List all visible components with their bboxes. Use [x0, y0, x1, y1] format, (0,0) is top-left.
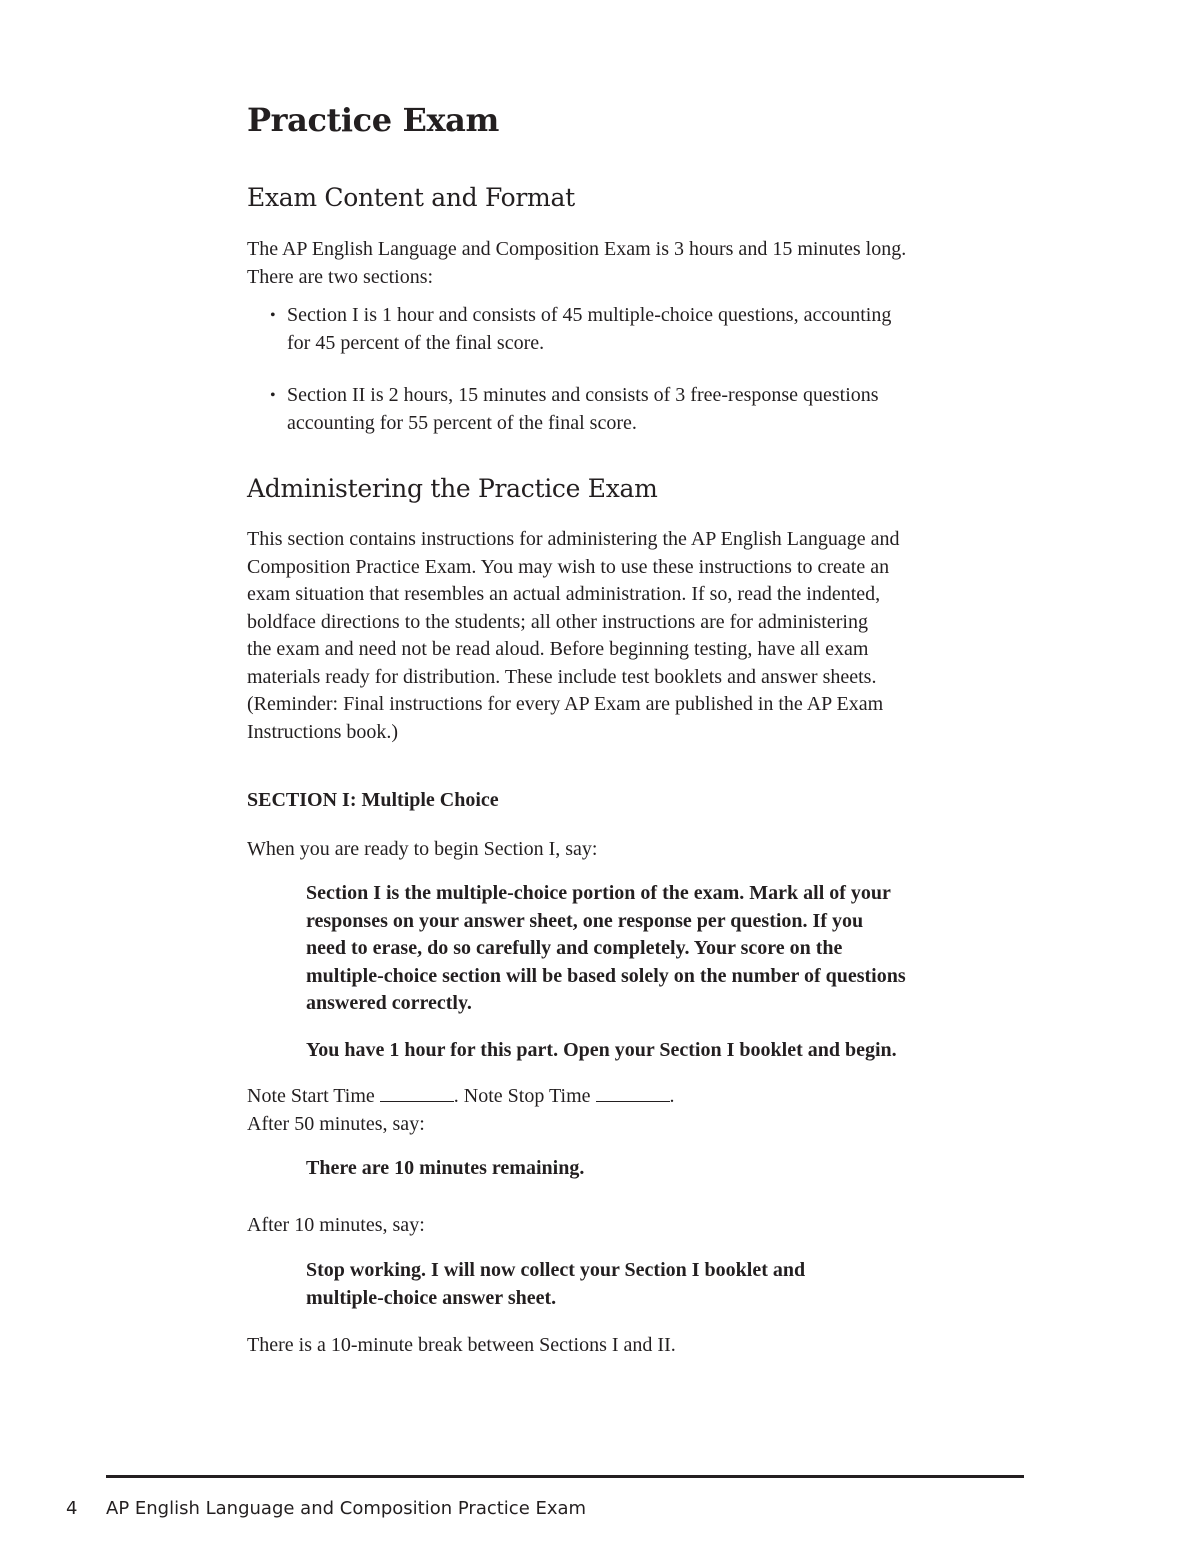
directions-line: need to erase, do so carefully and completely. Your score on the	[306, 937, 843, 959]
stop-time-blank	[596, 1086, 670, 1102]
paragraph-line: Instructions book.)	[247, 720, 399, 743]
paragraph-line: the exam and need not be read aloud. Before beginning testing, have all exam	[247, 638, 869, 660]
bullet-line: for 45 percent of the final score.	[287, 331, 545, 354]
exam-format-intro-line: The AP English Language and Composition Exam is 3 hours and 15 minutes long.	[247, 238, 907, 260]
say-stop-directions	[306, 1257, 805, 1312]
page-footer	[66, 1496, 586, 1522]
directions-line: Section I is the multiple-choice portion of the exam. Mark all of your	[306, 882, 891, 904]
say-begin-directions: You have 1 hour for this part. Open your Section I booklet and begin.	[306, 1039, 897, 1061]
directions-line: responses on your answer sheet, one response per question. If you	[306, 909, 864, 932]
exam-content-format-heading: Exam Content and Format	[247, 183, 575, 212]
section-bullet-list	[270, 382, 967, 437]
after-10-prompt: After 10 minutes, say:	[247, 1214, 425, 1236]
directions-line: Stop working. I will now collect your Section I booklet and	[306, 1259, 806, 1281]
page-title: Practice Exam	[247, 101, 499, 139]
note-start-label: Note Start Time	[247, 1085, 375, 1107]
paragraph-line: Composition Practice Exam. You may wish to use these instructions to create an	[247, 555, 890, 578]
page-number: 4	[66, 1498, 78, 1519]
administering-paragraph	[247, 526, 899, 746]
after-50-prompt: After 50 minutes, say:	[247, 1112, 425, 1135]
paragraph-line: This section contains instructions for administering the AP English Language and	[247, 528, 900, 550]
administering-heading: Administering the Practice Exam	[247, 474, 658, 503]
bullet-icon: •	[270, 307, 276, 324]
section-bullet-list	[270, 302, 967, 357]
footer-rule	[106, 1475, 1024, 1478]
directions-line: answered correctly.	[306, 992, 472, 1014]
break-note: There is a 10-minute break between Sections I and II.	[247, 1334, 676, 1356]
note-stop-label: . Note Stop Time	[453, 1085, 591, 1107]
paragraph-line: (Reminder: Final instructions for every AP Exam are published in the AP Exam	[247, 693, 884, 715]
note-time-block	[247, 1083, 675, 1138]
directions-line: multiple-choice answer sheet.	[306, 1286, 557, 1309]
paragraph-line: boldface directions to the students; all other instructions are for administering	[247, 610, 868, 633]
paragraph-line: exam situation that resembles an actual administration. If so, read the indented,	[247, 583, 881, 605]
section-1-heading: SECTION I: Multiple Choice	[247, 789, 499, 811]
bullet-line: Section II is 2 hours, 15 minutes and consists of 3 free-response questions	[287, 384, 879, 406]
start-time-blank	[380, 1086, 454, 1102]
say-intro-directions	[306, 880, 906, 1018]
bullet-line: accounting for 55 percent of the final score.	[287, 411, 637, 434]
bullet-item-section-1	[270, 302, 967, 357]
ready-prompt: When you are ready to begin Section I, say:	[247, 838, 598, 860]
paragraph-line: materials ready for distribution. These include test booklets and answer sheets.	[247, 665, 877, 688]
bullet-icon: •	[270, 387, 276, 404]
exam-format-intro	[247, 236, 906, 291]
say-remaining-directions: There are 10 minutes remaining.	[306, 1157, 585, 1179]
exam-format-intro-line: There are two sections:	[247, 265, 434, 288]
bullet-line: Section I is 1 hour and consists of 45 multiple-choice questions, accounting	[287, 304, 892, 326]
note-end-period: .	[669, 1085, 675, 1107]
running-title: AP English Language and Composition Practice Exam	[106, 1498, 587, 1519]
bullet-item-section-2	[270, 382, 967, 437]
directions-line: multiple-choice section will be based solely on the number of questions	[306, 964, 906, 987]
